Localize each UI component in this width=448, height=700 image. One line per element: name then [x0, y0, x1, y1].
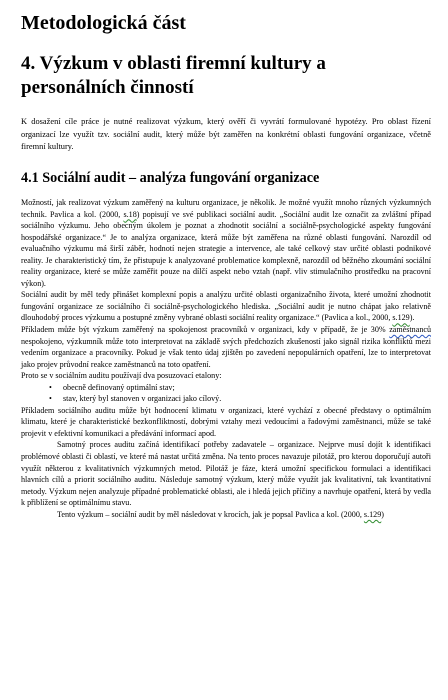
chapter-title: 4. Výzkum v oblasti firemní kultury a personálních činností	[21, 53, 326, 98]
paragraph-2-text-cont: ).	[409, 313, 415, 323]
list-item: • obecně definovaný optimální stav;	[49, 382, 431, 394]
body-text	[21, 197, 431, 520]
citation-page: s.129	[363, 509, 382, 519]
paragraph-3-text: Příkladem může být výzkum zaměřený na spokojenost pracovníků v organizaci, kdy v případě, že je 30%	[21, 325, 390, 335]
paragraph-5: Příkladem sociálního auditu může být hodnocení klimatu v organizaci, které vychází z obecné představy o optimálním klimatu, které je charakteristické bezkonfliktností, dobrými vztahy mezi vedoucími a řadovými zaměstnanci, může se také projevit v efektivní komunikaci a předávání informací apod.	[21, 405, 431, 438]
paragraph-1-text-cont: ) popisují ve své publikaci sociální audit. „Sociální audit lze označit za zvláštní případ sociálního výzkumu. Jeho obecným úkolem je poznat a zhodnotit sociální a sociálně-psychologické aspekty fungování hospodářské organizace.“ Je to analýza organizace, která může být zaměřena na různé oblasti fungování. Narozdíl od evaluačního výzkumu má širší záběr, hodnotí nejen strategie a intervence, ale také celkový stav určité oblasti podnikové reality. Je charakteristický tím, že přistupuje k analyzované problematice komplexně, narozdíl od běžného zkoumání sociální reality organizace, které se může zaměřit pouze na dílčí aspekt nebo vztah (např. vliv stimulačního prostředku na pracovní výkon).	[21, 209, 432, 288]
paragraph-3	[21, 324, 431, 370]
section-title: Metodologická část	[21, 12, 186, 34]
paragraph-1	[21, 197, 431, 289]
bullet-list	[21, 382, 431, 405]
citation-page: s.18	[123, 209, 137, 219]
paragraph-1-text: Možností, jak realizovat výzkum zaměřený na kulturu organizace, je několik. Je možné využít mnoho různých výzkumných technik. Pavlica a kol. (2000,	[21, 198, 431, 219]
paragraph-4: Proto se v sociálním auditu používají dva posuzovací etalony:	[21, 371, 222, 381]
list-item: • stav, který byl stanoven v organizaci jako cílový.	[49, 393, 431, 405]
paragraph-3-text-cont: nespokojeno, výzkumník může toto interpretovat na základě svých předchozích zkušeností jako signál rizika konfliktů mezi vedením organizace a pracovníky. Pokud je však tento údaj zjištěn po zavedení nepopulárních opatření, lze to interpretovat jako projev průvodní reakce zaměstnanců na toto opatření.	[21, 336, 431, 369]
paragraph-7-text: Tento výzkum – sociální audit by měl následovat v krocích, jak je popsal Pavlica a kol. (2000,	[57, 509, 364, 519]
paragraph-6: Samotný proces auditu začíná identifikací potřeby zadavatele – organizace. Nejprve musí dojít k identifikaci problémové oblasti či oblastí, ve které má nastat určitá změna. Na tento proces navazuje pilotáž, pro kterou doporučují autoři využít některou z kvalitativních výzkumných metod. Pilotáž je fáze, která umožní specifickou formulaci a identifikaci hlavních cílů a priorit sociálního auditu. Následuje samotný výzkum, který může využít jak kvalitativní, tak kvantitativní metody. Výzkum nejen analyzuje případné problematické oblasti, ale i hledá jejich příčiny a navrhuje opatření, která by vedla k přiblížení se optimálnímu stavu.	[21, 440, 431, 508]
paragraph-2	[21, 289, 431, 324]
paragraph-7	[21, 509, 431, 521]
citation-page: s.129	[392, 313, 410, 323]
subsection-title: 4.1 Sociální audit – analýza fungování organizace	[21, 170, 320, 186]
intro-paragraph: K dosažení cíle práce je nutné realizovat výzkum, který ověří či vyvrátí formulované hypotézy. Pro oblast řízení organizací lze využít tzv. sociální audit, který může být zaměřen na konkrétní oblasti fungování organizace, včetně firemní kultury.	[21, 117, 431, 152]
paragraph-7-text-cont: )	[381, 509, 384, 519]
marked-word: zaměstnanců	[389, 325, 431, 335]
paragraph-2-text: Sociální audit by měl tedy přinášet komplexní popis a analýzu určité oblasti organizačního života, které umožní zhodnotit fungování organizace ze sociálního či sociálně-psychologického hlediska. „Sociální audit je nutno chápat jako relativně dlouhodobý proces výzkumu a postupné změny vybrané oblasti sociální reality organizace.“ (Pavlica a kol., 2000,	[21, 290, 431, 323]
